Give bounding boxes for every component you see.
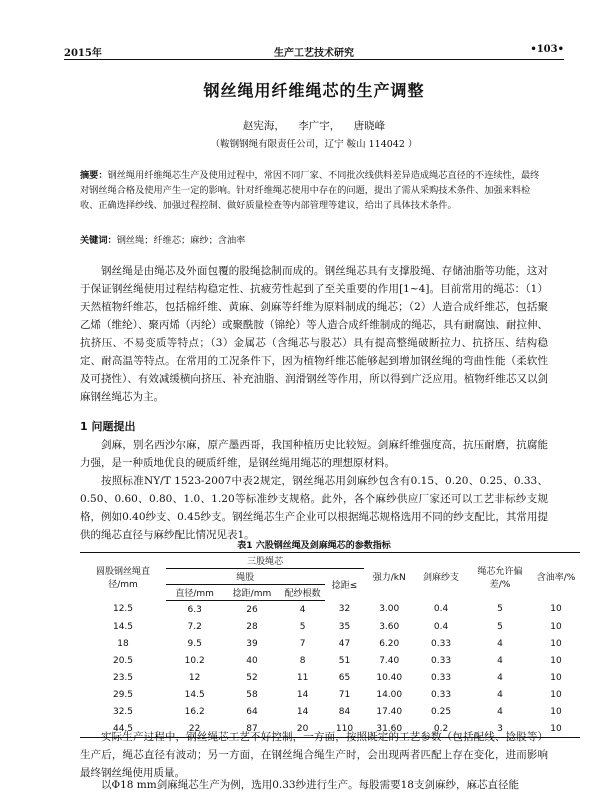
table-cell: 29.5 bbox=[112, 689, 134, 700]
table-cell: 31.60 bbox=[364, 720, 414, 738]
table-cell: 10 bbox=[550, 689, 562, 700]
table-cell: 0.2 bbox=[414, 720, 468, 738]
col-tolerance: 绳芯允许偏差/% bbox=[468, 553, 532, 601]
parameter-table bbox=[80, 552, 580, 738]
table-cell: 5 bbox=[299, 621, 306, 632]
paragraph-sisal: 剑麻，别名西沙尔麻，原产墨西哥，我国种植历史比较短。剑麻纤维强度高，抗压耐磨，抗腐能力强，是一种质地优良的硬质纤维，是钢丝绳用绳芯的理想原材料。 bbox=[80, 439, 548, 469]
keywords-label: 关键词： bbox=[80, 235, 117, 246]
table-row bbox=[80, 652, 580, 669]
paragraph-intro: 钢丝绳是由绳芯及外面包覆的股绳捻制而成的。钢丝绳芯具有支撑股绳、存储油脂等功能，这对于保证钢丝绳使用过程结构稳定性、抗疲劳性起到了至关重要的作用[1~4]。目前常用的绳芯：（1）天然植物纤维芯，包括棉纤维、黄麻、剑麻等纤维为原料制成的绳芯；（2）人造合成纤维芯，包括聚乙烯（维纶）、聚丙烯（丙纶）或聚酰胺（锦纶）等人造合成纤维制成的绳芯，具有耐腐蚀、耐拉伸、抗挤压、不易变质等特点；（3）金属芯（含绳芯与股芯）具有提高整绳破断拉力、抗挤压、结构稳定、耐高温等特点。在常用的工况条件下，因为植物纤维芯能够起到增加钢丝绳的弯曲性能（柔软性及可挠性）、有效减缓横向挤压、补充油脂、润滑钢丝等作用，所以得到广泛应用。植物纤维芯又以剑麻钢丝绳芯为主。 bbox=[80, 265, 548, 403]
table-row bbox=[80, 669, 580, 686]
table-cell: 0.4 bbox=[433, 621, 449, 632]
table-cell: 4 bbox=[497, 689, 503, 700]
header-journal: 生产工艺技术研究 bbox=[274, 48, 354, 59]
table-row bbox=[80, 703, 580, 720]
table-cell: 4 bbox=[497, 706, 503, 717]
table-cell: 17.40 bbox=[376, 706, 403, 717]
table-cell: 4 bbox=[497, 638, 503, 649]
table-cell: 20.5 bbox=[112, 655, 134, 666]
table-cell: 5 bbox=[497, 621, 503, 632]
col-yarn-size: 剑麻纱支 bbox=[414, 553, 468, 601]
abstract-text: 钢丝绳用纤维绳芯生产及使用过程中，常因不同厂家、不同批次线供料差异造成绳芯直径的不连续性，最终对钢丝绳合格及使用产生一定的影响。针对纤维绳芯使用中存在的问题，提出了需从采购技术条件、加强来料检收、正确选择纱线、加强过程控制、做好质量检查等内部管理等建议，给出了具体技术条件。 bbox=[80, 170, 540, 211]
col-diameter: 直径/mm bbox=[166, 585, 223, 601]
table-cell: 65 bbox=[338, 672, 351, 683]
col-group-three-strand: 三股绳芯 bbox=[166, 553, 364, 569]
table-cell: 22 bbox=[166, 720, 223, 738]
table-cell: 9.5 bbox=[187, 638, 202, 649]
header-page-number: •103• bbox=[530, 44, 564, 55]
table-row bbox=[80, 635, 580, 652]
table-row bbox=[80, 686, 580, 703]
table-cell: 3 bbox=[468, 720, 532, 738]
table-cell: 16.2 bbox=[184, 706, 205, 717]
paragraph-standard: 按照标准NY/T 1523-2007中表2规定，钢丝绳芯用剑麻纱包含有0.15、0.20、0.25、0.33、0.50、0.60、0.80、1.0、1.20等标准纱支规格。此外，各个麻纱供应厂家还可以工艺非标纱支规格，例如0.40纱支、0.45纱支。钢丝绳芯生产企业可以根据绳芯规格选用不同的纱支配比，其常用提供的绳芯直径与麻纱配比情况见表1。 bbox=[80, 475, 548, 541]
table-cell: 52 bbox=[246, 672, 258, 683]
col-lay-length: 捻距≤ bbox=[331, 581, 358, 592]
paragraph-production: 实际生产过程中，钢丝绳芯工艺不好控制，一方面，按照既定的工艺参数（包括配线、捻股等）生产后，绳芯直径有波动；另一方面，在钢丝绳合绳生产时，会出现两者匹配上存在变化，进而影响最终钢丝绳使用质量。 bbox=[80, 731, 548, 779]
table-row bbox=[80, 618, 580, 635]
table-cell: 7.2 bbox=[187, 621, 202, 632]
table-cell: 28 bbox=[246, 621, 258, 632]
table-cell: 32 bbox=[338, 604, 351, 615]
table-cell: 10 bbox=[550, 655, 562, 666]
table-cell: 87 bbox=[223, 720, 280, 738]
authors: 赵宪海， 李广宇， 唐晓峰 bbox=[242, 120, 386, 132]
affiliation: （鞍钢钢绳有限责任公司，辽宁 鞍山 114042 ） bbox=[210, 139, 418, 150]
table-cell: 110 bbox=[325, 720, 365, 738]
table-cell: 84 bbox=[338, 706, 351, 717]
table-cell: 10 bbox=[532, 720, 580, 738]
col-oil-content: 含油率/% bbox=[532, 553, 580, 601]
table-cell: 35 bbox=[338, 621, 351, 632]
table-cell: 8 bbox=[299, 655, 306, 666]
section-heading: 1 问题提出 bbox=[80, 420, 136, 433]
table-cell: 26 bbox=[246, 604, 258, 615]
table-cell: 0.4 bbox=[433, 604, 449, 615]
col-force: 强力/kN bbox=[364, 553, 414, 601]
table-cell: 39 bbox=[246, 638, 258, 649]
table-cell: 0.33 bbox=[431, 638, 452, 649]
table-cell: 0.33 bbox=[431, 672, 452, 683]
table-cell: 10 bbox=[550, 604, 562, 615]
abstract bbox=[80, 168, 548, 213]
table-cell: 7 bbox=[299, 638, 306, 649]
keywords-text: 钢丝绳；纤维芯；麻纱；含油率 bbox=[116, 235, 246, 246]
table-cell: 6.20 bbox=[379, 638, 400, 649]
table-cell: 44.5 bbox=[80, 720, 166, 738]
col-twist: 捻距/mm bbox=[223, 585, 280, 601]
table-cell: 64 bbox=[246, 706, 258, 717]
table-cell: 0.25 bbox=[431, 706, 452, 717]
table-cell: 11 bbox=[296, 672, 309, 683]
col-rope-diameter: 圆股钢丝绳直径/mm bbox=[80, 553, 166, 601]
header-rule bbox=[64, 59, 564, 60]
table-cell: 23.5 bbox=[112, 672, 134, 683]
table-cell: 0.33 bbox=[431, 689, 452, 700]
table-cell: 3.00 bbox=[379, 604, 400, 615]
table-cell: 6.3 bbox=[187, 604, 202, 615]
abstract-label: 摘要： bbox=[80, 170, 108, 181]
table-cell: 12.5 bbox=[112, 604, 134, 615]
table-cell: 4 bbox=[497, 672, 503, 683]
table-row bbox=[80, 601, 580, 619]
table-cell: 47 bbox=[338, 638, 351, 649]
table-cell: 10 bbox=[550, 706, 562, 717]
table-cell: 5 bbox=[497, 604, 503, 615]
article-title: 钢丝绳用纤维绳芯的生产调整 bbox=[203, 81, 425, 100]
table-cell: 3.60 bbox=[379, 621, 400, 632]
running-header bbox=[64, 44, 564, 58]
table-cell: 32.5 bbox=[112, 706, 134, 717]
table-cell: 40 bbox=[246, 655, 258, 666]
table-cell: 4 bbox=[299, 604, 306, 615]
table-cell: 14.5 bbox=[112, 621, 134, 632]
table-cell: 10.40 bbox=[376, 672, 403, 683]
table-cell: 51 bbox=[338, 655, 351, 666]
table-cell: 58 bbox=[246, 689, 258, 700]
table-cell: 7.40 bbox=[379, 655, 400, 666]
table-cell: 0.33 bbox=[431, 655, 452, 666]
table-cell: 14.5 bbox=[184, 689, 205, 700]
table-cell: 18 bbox=[117, 638, 129, 649]
table-cell: 14.00 bbox=[376, 689, 403, 700]
table-cell: 12 bbox=[188, 672, 201, 683]
col-yarn-count: 配纱根数 bbox=[281, 585, 325, 601]
keywords bbox=[80, 232, 548, 246]
col-group-strand: 绳股 bbox=[166, 569, 325, 585]
table-cell: 71 bbox=[338, 689, 351, 700]
table-cell: 10 bbox=[550, 672, 562, 683]
table-caption: 表1 六股钢丝绳及剑麻绳芯的参数指标 bbox=[237, 541, 391, 551]
paragraph-example: 以Φ18 mm剑麻绳芯生产为例，选用0.33纱进行生产。每股需要18支剑麻纱，麻芯直径能 bbox=[101, 779, 519, 791]
table-cell: 4 bbox=[497, 655, 503, 666]
table-cell: 14 bbox=[296, 706, 309, 717]
table-cell: 10 bbox=[550, 638, 562, 649]
table-cell: 10.2 bbox=[184, 655, 205, 666]
table-body bbox=[80, 601, 580, 738]
header-year: 2015年 bbox=[64, 48, 102, 59]
table-cell: 10 bbox=[550, 621, 562, 632]
table-cell: 14 bbox=[296, 689, 309, 700]
table-cell: 20 bbox=[281, 720, 325, 738]
